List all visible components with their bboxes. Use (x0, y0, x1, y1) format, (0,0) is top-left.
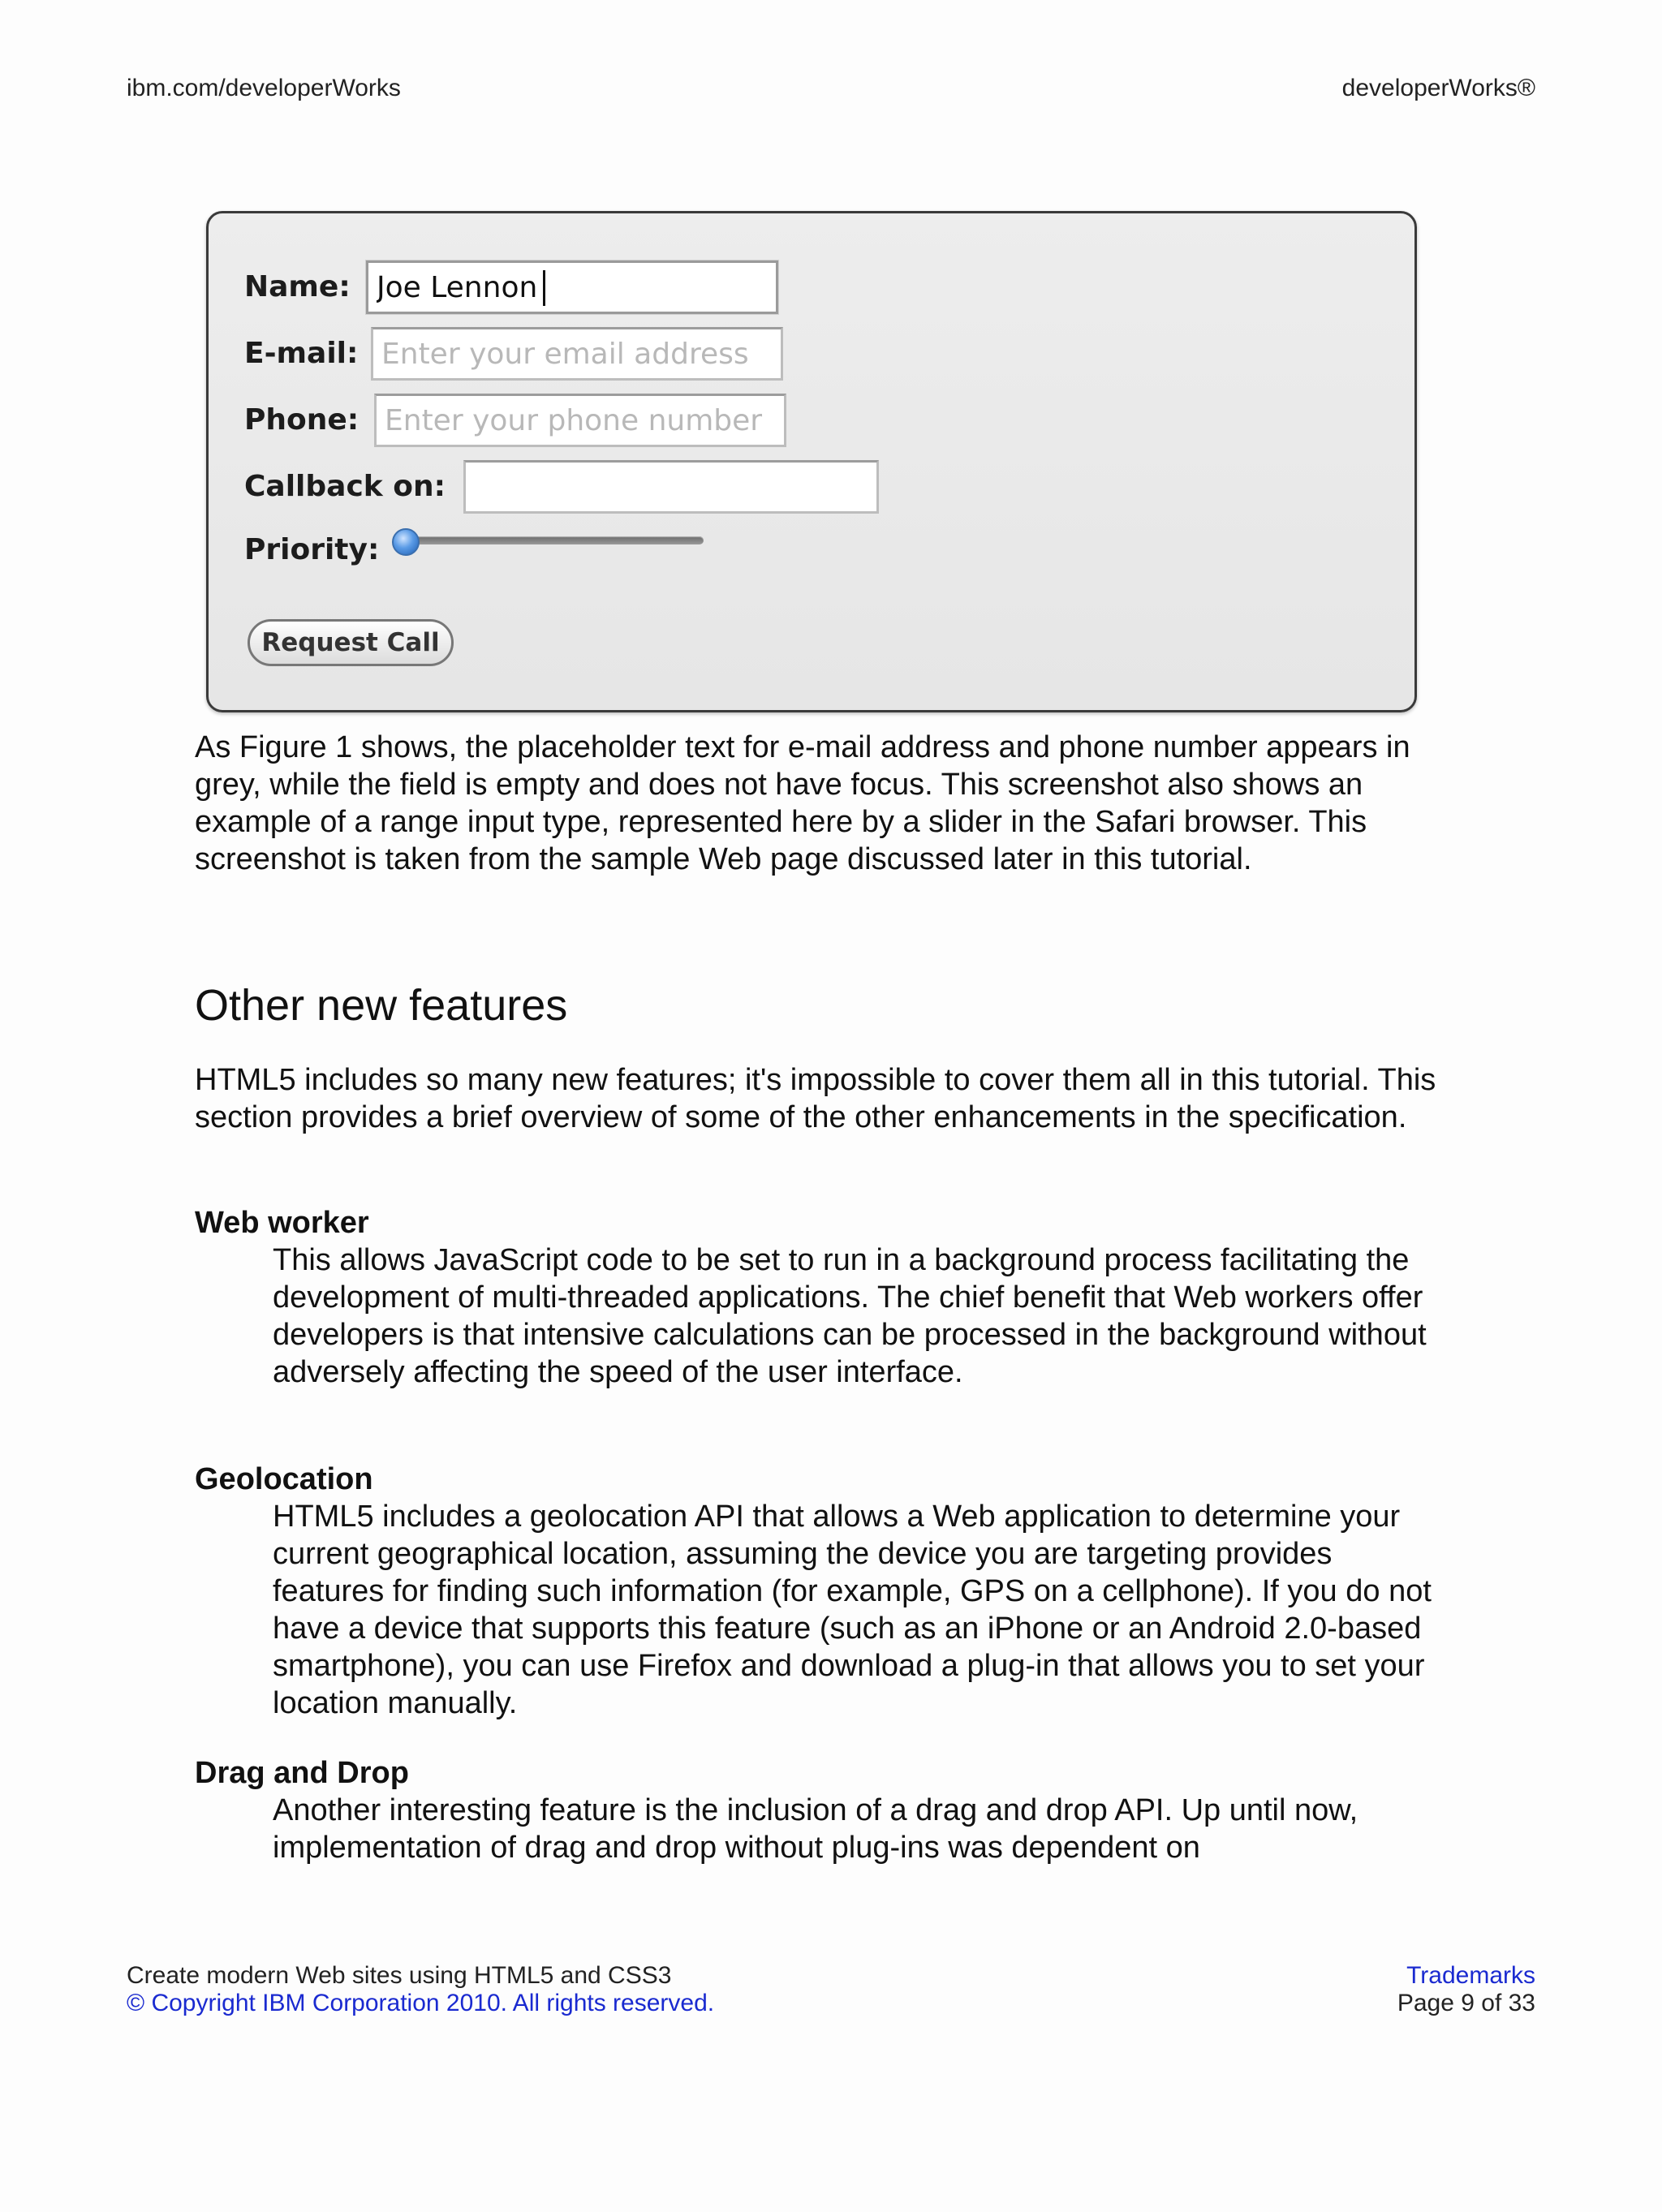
figure-caption-paragraph: As Figure 1 shows, the placeholder text for e-mail address and phone number appears in grey, while the field is empty and does not have focus. This screenshot also shows an example of a range input type, represented here by a slider in the Safari browser. This screenshot is taken from the sample Web page discussed later in this tutorial. (195, 730, 1410, 876)
feature-term-web-worker: Web worker (195, 1206, 369, 1240)
section-heading: Other new features (195, 981, 568, 1030)
header-site-url: ibm.com/developerWorks (127, 75, 401, 101)
priority-slider-thumb[interactable] (392, 528, 420, 556)
footer-document-title: Create modern Web sites using HTML5 and CSS3 (127, 1962, 672, 1989)
priority-slider-track[interactable] (398, 536, 704, 544)
priority-label: Priority: (244, 533, 380, 566)
footer-page-number: Page 9 of 33 (1397, 1990, 1535, 2016)
request-call-button[interactable]: Request Call (248, 619, 454, 666)
footer-trademarks-link[interactable]: Trademarks (1406, 1962, 1535, 1989)
footer-copyright-link[interactable]: © Copyright IBM Corporation 2010. All rights reserved. (127, 1990, 715, 2016)
phone-label: Phone: (244, 403, 360, 437)
feature-term-drag-and-drop: Drag and Drop (195, 1756, 409, 1790)
feature-definition-drag-and-drop: Another interesting feature is the inclusion of a drag and drop API. Up until now, implementation of drag and drop without plug-ins was dependent on (273, 1793, 1358, 1865)
feature-definition-geolocation: HTML5 includes a geolocation API that allows a Web application to determine your current geographical location, assuming the device you are targeting provides features for finding such information (for example, GPS on a cellphone). If you do not have a device that supports this feature (such as an iPhone or an Android 2.0-based smartphone), you can use Firefox and download a plug-in that allows you to set your location manually. (273, 1500, 1432, 1720)
feature-definition-web-worker: This allows JavaScript code to be set to run in a background process facilitating the development of multi-threaded applications. The chief benefit that Web workers offer developers is that intensive calculations can be processed in the background without adversely affecting the speed of the user interface. (273, 1243, 1427, 1389)
figure-form-screenshot (206, 211, 1417, 712)
callback-label: Callback on: (244, 470, 446, 503)
feature-term-geolocation: Geolocation (195, 1462, 373, 1496)
callback-input[interactable] (463, 460, 879, 514)
name-input[interactable] (366, 260, 778, 314)
name-label: Name: (244, 270, 351, 303)
intro-paragraph: HTML5 includes so many new features; it's impossible to cover them all in this tutorial. This section provides a brief overview of some of the other enhancements in the specification. (195, 1063, 1436, 1134)
header-brand: developerWorks® (1341, 75, 1535, 101)
phone-input[interactable] (374, 394, 786, 447)
text-caret (543, 270, 545, 306)
email-label: E-mail: (244, 337, 359, 370)
email-input[interactable] (371, 327, 783, 381)
